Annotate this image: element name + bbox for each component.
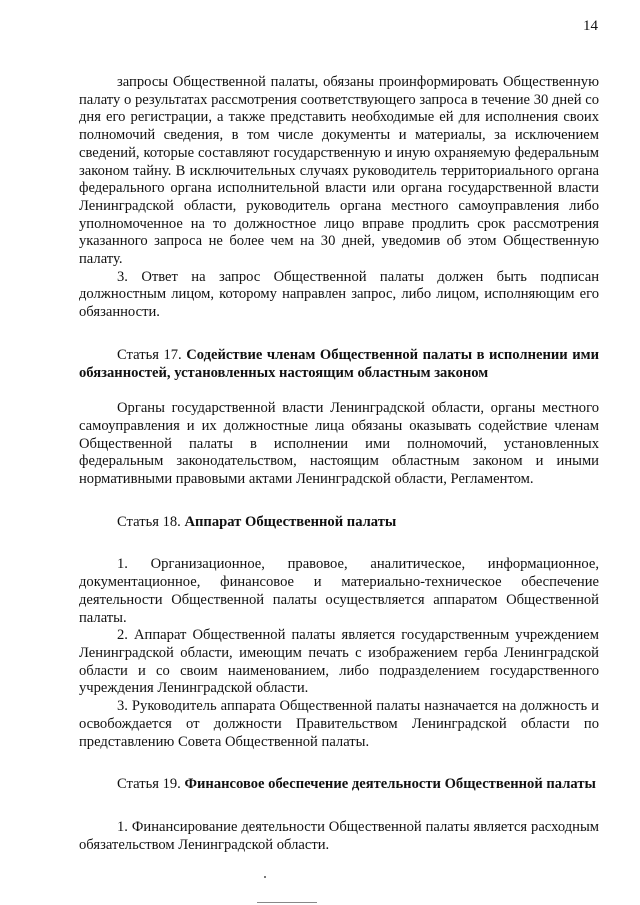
article-18-title: Аппарат Общественной палаты xyxy=(184,513,397,530)
paragraph: 1. Организационное, правовое, аналитическое, информационное, документационное, финансовое и материально-техническое обеспечение деятельности Общественной палаты осуществляется аппаратом Общественной палаты. xyxy=(79,556,599,626)
article-19-title: Финансовое обеспечение деятельности Общественной палаты xyxy=(184,776,596,793)
article-19-prefix: Статья 19. xyxy=(117,776,185,793)
page-number: 14 xyxy=(583,18,598,34)
paragraph: 2. Аппарат Общественной палаты является государственным учреждением Ленинградской области, имеющим печать с изображением герба Ленинградской области и со своим наименованием, либо подразделением государственного учреждения Ленинградской области. xyxy=(79,627,599,697)
paragraph: Органы государственной власти Ленинградской области, органы местного самоуправления и их должностные лица обязаны оказывать содействие членам Общественной палаты в исполнении ими полномочий, установленных федеральным законодательством, настоящим областным законом и иными нормативными правовыми актами Ленинградской области, Регламентом. xyxy=(79,400,599,488)
article-17-heading xyxy=(79,347,599,382)
footer-line xyxy=(257,902,317,903)
paragraph: 1. Финансирование деятельности Общественной палаты является расходным обязательством Ленинградской области. xyxy=(79,818,599,853)
paragraph: запросы Общественной палаты, обязаны проинформировать Общественную палату о результатах рассмотрения соответствующего запроса в течение 30 дней со дня его регистрации, а также представить необходимые ей для исполнения своих полномочий сведения, в том числе документы и материалы, за исключением сведений, которые составляют государственную и иную охраняемую федеральным законом тайну. В исключительных случаях руководитель территориального органа федерального органа исполнительной власти или органа государственной власти Ленинградской области, руководитель органа местного самоуправления либо уполномоченное на то должностное лицо вправе продлить срок рассмотрения указанного запроса не более чем на 30 дней, уведомив об этом Общественную палату. xyxy=(79,74,599,268)
paragraph: 3. Ответ на запрос Общественной палаты должен быть подписан должностным лицом, которому направлен запрос, либо лицом, исполняющим его обязанности. xyxy=(79,268,599,321)
scan-mark xyxy=(264,876,266,878)
article-18-prefix: Статья 18. xyxy=(117,513,185,530)
article-17-title: Содействие членам Общественной палаты в исполнении ими обязанностей, установленных настоящим областным законом xyxy=(79,346,599,381)
article-17-prefix: Статья 17. xyxy=(117,346,187,363)
article-19-heading xyxy=(79,776,599,794)
article-18-heading xyxy=(79,514,599,532)
paragraph: 3. Руководитель аппарата Общественной палаты назначается на должность и освобождается от должности Правительством Ленинградской области по представлению Совета Общественной палаты. xyxy=(79,698,599,750)
document-body xyxy=(79,74,599,854)
